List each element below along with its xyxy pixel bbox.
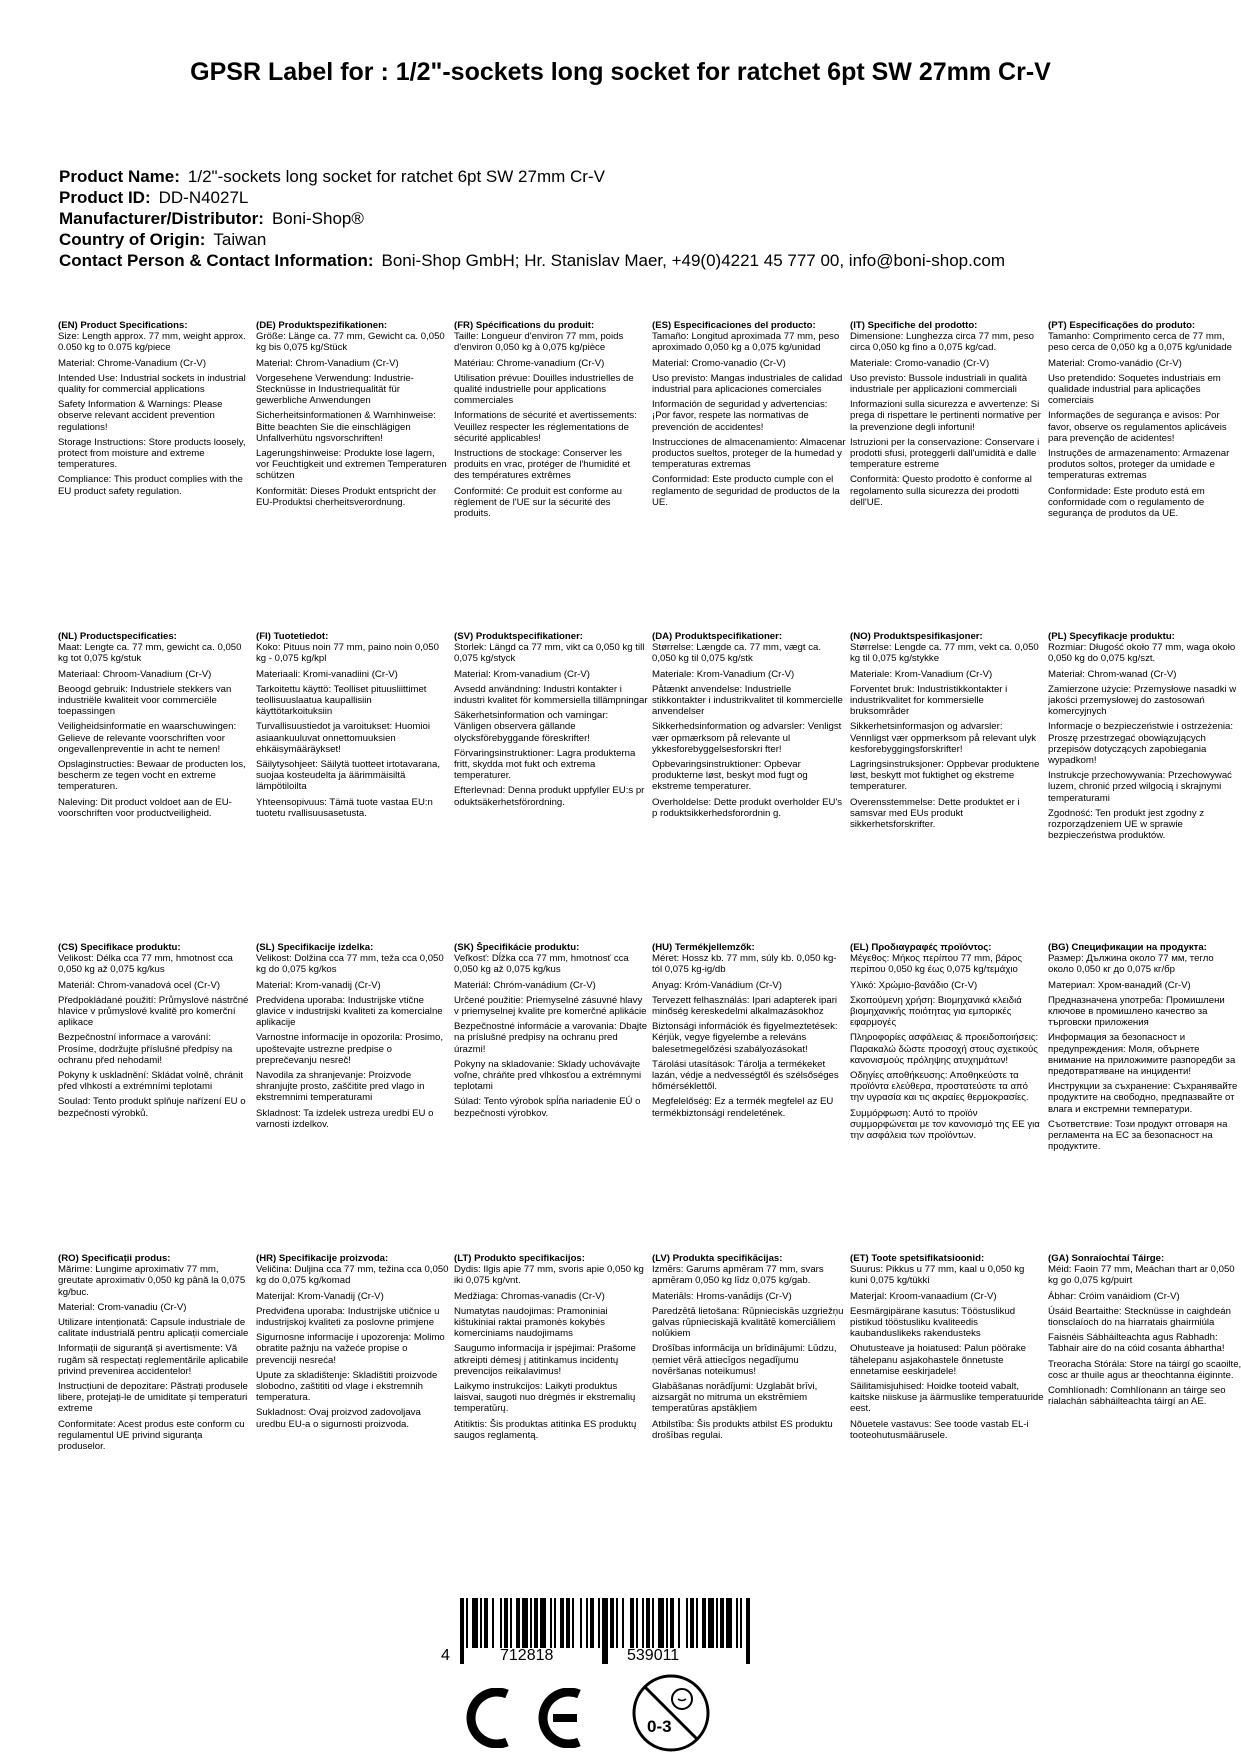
spec-section [850,1253,1048,1564]
spec-heading: (CS) Specifikace produktu: [58,942,181,953]
spec-item: Påtænkt anvendelse: Industrielle stikkontakter i industrikvalitet til kommercielle anvendelser [652,683,843,718]
spec-grid [58,320,1240,1565]
spec-section [58,631,256,942]
barcode-bar [492,1598,494,1648]
spec-item: Storage Instructions: Store products loosely, protect from moisture and extreme temperatures. [58,436,246,471]
spec-item: Materiaali: Kromi-vanadiini (Cr-V) [256,668,398,680]
spec-item: Storlek: Längd ca 77 mm, vikt ca 0,050 kg till 0,075 kg/styck [454,642,645,665]
info-label: Contact Person & Contact Information: [59,251,374,270]
barcode-bar [646,1598,650,1648]
spec-item: Información de seguridad y advertencias: ¡Por favor, respete las normativas de prevención de accidentes! [652,399,828,433]
barcode-bar [658,1598,664,1648]
barcode-bar [616,1598,618,1648]
spec-item: Utilisation prévue: Douilles industrielles de qualité industrielle pour applications commerciales [454,372,634,407]
spec-item: Предназначена употреба: Промишлени ключове в промишлено качество за търговски приложения [1048,994,1225,1029]
spec-item: Material: Krom-vanadij (Cr-V) [256,979,381,991]
spec-item: Conformité: Ce produit est conforme au règlement de l'UE sur la sécurité des produits. [454,485,622,520]
spec-item: Avsedd användning: Industri kontakter i industri kvalitet för kommersiella tillämpningar [454,683,648,707]
barcode-bar [610,1598,614,1648]
spec-item: Intended Use: Industrial sockets in industrial quality for commercial applications [58,372,246,396]
spec-section [454,1253,652,1564]
barcode-bar [522,1598,528,1648]
spec-item: Velikost: Dolžina cca 77 mm, teža cca 0,050 kg do 0,075 kg/kos [256,953,444,976]
barcode-bar [572,1598,574,1648]
spec-section [1048,631,1241,942]
spec-section [58,320,256,631]
spec-item: Koko: Pituus noin 77 mm, paino noin 0,050 kg - 0,075 kg/kpl [256,642,439,665]
barcode-bar [504,1598,508,1648]
spec-item: Numatytas naudojimas: Pramoniniai kištukiniai raktai pramonės kokybės komerciniams naudojimams [454,1305,608,1340]
spec-section [652,320,850,631]
spec-item: Material: Chrome-Vanadium (Cr-V) [58,357,207,369]
info-value: 1/2"-sockets long socket for ratchet 6pt SW 27mm Cr-V [187,167,605,186]
spec-item: Yhteensopivuus: Tämä tuote vastaa EU:n tuotetu rvallisuusasetusta. [256,796,433,819]
spec-item: Μέγεθος: Μήκος περίπου 77 mm, βάρος περίπου 0,050 kg έως 0,075 kg/τεμάχιο [850,953,1022,976]
spec-item: Conformità: Questo prodotto è conforme al regolamento sulla sicurezza dei prodotti dell'UE. [850,474,1032,508]
spec-item: Размер: Дължина около 77 мм, тегло около 0,050 кг до 0,075 кг/бр [1048,953,1214,976]
spec-section [256,942,454,1253]
spec-section [58,1253,256,1564]
spec-item: Lagringsinstruksjoner: Oppbevar produktene løst, beskytt mot fuktighet og ekstreme temperaturer. [850,759,1040,793]
spec-item: Conformitate: Acest produs este conform cu regulamentul UE privind siguranța produselor. [58,1418,245,1453]
spec-item: Sukladnost: Ovaj proizvod zadovoljava uredbu EU-a o sigurnosti proizvoda. [256,1407,421,1430]
spec-item: Informații de siguranță și avertismente: Vă rugăm să respectați reglementările aplicabile privind prevenirea accidentelor! [58,1343,249,1377]
spec-item: Instruções de armazenamento: Armazenar produtos soltos, proteger da umidade e temperaturas extremas [1048,448,1230,482]
spec-item: Biztonsági információk és figyelmeztetések: Kérjük, vegye figyelembe a releváns balesetmegelőzési szabályozásokat! [652,1021,838,1055]
barcode-digit-lead: 4 [441,1647,450,1664]
spec-item: Material: Crom-vanadiu (Cr-V) [58,1301,187,1313]
barcode-bar [726,1598,732,1648]
spec-item: Съответствие: Този продукт отговаря на регламента на ЕС за безопасност на продуктите. [1048,1118,1228,1153]
info-value: Boni-Shop® [271,209,364,228]
spec-item: Størrelse: Lengde ca. 77 mm, vekt ca. 0,050 kg til 0,075 kg/stykke [850,642,1039,665]
origin-row [59,229,1199,250]
spec-item: Drošības informācija un brīdinājumi: Lūdzu, ņemiet vērā attiecīgos negadījumu novēršanas noteikumus! [652,1343,837,1377]
spec-item: Compliance: This product complies with the EU product safety regulation. [58,474,243,497]
spec-item: Vorgesehene Verwendung: Industrie-Stecknüsse in Industriequalität für gewerbliche Anwendungen [256,372,414,407]
spec-item: Υλικό: Χρώμιο-βανάδιο (Cr-V) [850,979,978,991]
spec-item: Taille: Longueur d'environ 77 mm, poids d'environ 0,050 kg à 0,075 kg/pièce [454,331,624,354]
spec-section [652,942,850,1253]
spec-item: Pokyny k uskladnění: Skládat volně, chránit před vlhkostí a extrémními teplotami [58,1070,244,1093]
spec-item: Materjal: Kroom-vanaadium (Cr-V) [850,1290,997,1302]
barcode-bar [534,1598,538,1648]
spec-item: Sicherheitsinformationen & Warnhinweise: Bitte beachten Sie die einschlägigen Unfallverhütu ngsvorschriften! [256,410,436,444]
spec-item: Veličina: Duljina cca 77 mm, težina cca 0,050 kg do 0,075 kg/komad [256,1264,449,1287]
spec-item: Predviđena uporaba: Industrijske utičnice u industrijskoj kvaliteti za poslovne primjene [256,1305,440,1329]
spec-item: Förvaringsinstruktioner: Lagra produkterna fritt, skydda mot fukt och extrema temperaturer. [454,747,636,782]
spec-item: Méid: Faoin 77 mm, Meáchan thart ar 0,050 kg go 0,075 kg/puirt [1048,1264,1235,1287]
spec-item: Zgodność: Ten produkt jest zgodny z rozporządzeniem UE w sprawie bezpieczeństwa produktów. [1048,807,1205,842]
spec-item: Skladnost: Ta izdelek ustreza uredbi EU o varnosti izdelkov. [256,1107,434,1130]
age-warning-icon [630,1672,712,1754]
info-value: Taiwan [213,230,267,249]
spec-heading: (SK) Špecifikácie produktu: [454,942,580,953]
spec-section [256,320,454,631]
spec-item: Úsáid Beartaithe: Stecknüsse in caighdeán tionsclaíoch do na hiarratais ghairmiúla [1048,1305,1231,1329]
spec-item: Säilytysohjeet: Säilytä tuotteet irtotavarana, suojaa kosteudelta ja äärimmäisiltä lämpötiloilta [256,759,440,793]
spec-item: Materiale: Cromo-vanadio (Cr-V) [850,357,990,369]
barcode-bar [690,1598,694,1648]
spec-item: Maat: Lengte ca. 77 mm, gewicht ca. 0,050 kg tot 0,075 kg/stuk [58,642,242,665]
barcode-bar [740,1598,742,1648]
spec-item: Bezpečnostné informácie a varovania: Dbajte na príslušné predpisy na ochranu pred úrazmi! [454,1021,648,1055]
spec-item: Velikost: Délka cca 77 mm, hmotnost cca 0,050 kg až 0,075 kg/kus [58,953,233,976]
spec-item: Veľkosť: Dĺžka cca 77 mm, hmotnosť cca 0,050 kg až 0,075 kg/kus [454,953,629,976]
spec-item: Opbevaringsinstruktioner: Opbevar produkterne løst, beskyt mod fugt og ekstreme temperaturer. [652,759,808,793]
info-label: Product ID: [59,188,151,207]
spec-item: Säkerhetsinformation och varningar: Vänligen observera gällande olycksförebyggande föreskrifter! [454,710,609,744]
spec-item: Materiale: Krom-Vanadium (Cr-V) [850,668,993,680]
spec-item: Megfelelőség: Ez a termék megfelel az EU termékbiztonsági rendeletének. [652,1096,834,1119]
spec-item: Matériau: Chrome-vanadium (Cr-V) [454,357,605,369]
spec-section [454,942,652,1253]
spec-item: Saugumo informacija ir įspėjimai: Prašome atkreipti dėmesį į atitinkamus incidentų prevencijos reikalavimus! [454,1343,636,1377]
spec-heading: (SL) Specifikacije izdelka: [256,942,374,953]
barcode-bar [580,1598,582,1648]
info-label: Manufacturer/Distributor: [59,209,264,228]
spec-item: Určené použitie: Priemyselné zásuvné hlavy v priemyselnej kvalite pre komerčné aplikácie [454,994,647,1018]
spec-item: Atitiktis: Šis produktas atitinka ES produktų saugos reglamentą. [454,1418,637,1441]
spec-item: Upute za skladištenje: Skladištiti proizvode slobodno, zaštititi od vlage i ekstremnih temperatura. [256,1369,438,1404]
info-value: DD-N4027L [158,188,249,207]
ce-mark-icon [455,1688,595,1748]
spec-section [1048,320,1241,631]
spec-item: Předpokládané použití: Průmyslové nástrčné hlavice v průmyslové kvalitě pro komerční aplikace [58,994,249,1029]
spec-item: Laikymo instrukcijos: Laikyti produktus laisvai, saugoti nuo drėgmės ir ekstremalių temperatūrų. [454,1381,636,1415]
info-label: Country of Origin: [59,230,206,249]
spec-section [256,631,454,942]
spec-item: Instrucțiuni de depozitare: Păstrați produsele libere, protejați-le de umiditate și temperaturi extreme [58,1381,248,1415]
spec-item: Tervezett felhasználás: Ipari adapterek ipari minőség kereskedelmi alkalmazásokhoz [652,994,838,1018]
spec-item: Material: Krom-vanadium (Cr-V) [454,668,590,680]
spec-heading: (GA) Sonraíochtaí Táirge: [1048,1253,1165,1264]
spec-item: Instrukcje przechowywania: Przechowywać luzem, chronić przed wilgocią i skrajnymi temperaturami [1048,770,1232,804]
barcode-bar [630,1598,634,1648]
spec-heading: (IT) Specifiche del prodotto: [850,320,978,331]
barcode-bar [460,1598,464,1664]
spec-item: Instructions de stockage: Conserver les produits en vrac, protéger de l'humidité et des températures extrêmes [454,448,631,482]
barcode-bar [670,1598,674,1648]
spec-section [652,1253,850,1564]
spec-item: Tárolási utasítások: Tárolja a termékeket lazán, védje a nedvességtől és szélsőséges hőmérséklettől. [652,1058,839,1093]
spec-item: Material: Cromo-vanadio (Cr-V) [652,357,786,369]
spec-item: Mărime: Lungime aproximativ 77 mm, greutate aproximativ 0,050 kg până la 0,075 kg/buc. [58,1264,246,1298]
barcode-bar [652,1598,654,1648]
spec-section [652,631,850,942]
spec-heading: (BG) Спецификации на продукта: [1048,942,1207,953]
spec-heading: (RO) Specificații produs: [58,1253,171,1264]
spec-section [1048,1253,1241,1564]
barcode-bar [516,1598,520,1648]
spec-item: Eesmärgipärane kasutus: Tööstuslikud pistikud tööstusliku kvaliteedis kaubanduslikeks rakendusteks [850,1305,1016,1340]
barcode-bar [622,1598,624,1648]
spec-heading: (HU) Termékjellemzők: [652,942,755,953]
spec-item: Overensstemmelse: Dette produktet er i samsvar med EUs produkt sikkerhetsforskrifter. [850,796,1020,831]
spec-item: Uso previsto: Mangas industriales de calidad industrial para aplicaciones comerciales [652,372,843,396]
spec-item: Beoogd gebruik: Industriele stekkers van industriële kwaliteit voor commerciële toepassingen [58,683,232,718]
product-name-row [59,166,1199,187]
barcode-bar [472,1598,478,1648]
spec-item: Ábhar: Cróim vanáidiom (Cr-V) [1048,1290,1180,1302]
barcode-bar [586,1598,588,1648]
spec-heading: (DA) Produktspecifikationer: [652,631,783,642]
spec-item: Safety Information & Warnings: Please observe relevant accident prevention regulations! [58,399,223,433]
spec-item: Rozmiar: Długość około 77 mm, waga około 0,050 kg do 0,075 kg/szt. [1048,642,1236,665]
spec-item: Varnostne informacije in opozorila: Prosimo, upoštevajte ustrezne predpise o preprečevanju nesreč! [256,1032,443,1066]
spec-item: Navodila za shranjevanje: Proizvode shranjujte prosto, zaščitite pred vlago in ekstremnimi temperaturami [256,1070,425,1104]
spec-item: Size: Length approx. 77 mm, weight approx. 0.050 kg to 0.075 kg/piece [58,331,246,354]
barcode-bar [590,1598,594,1648]
spec-item: Materiale: Krom-Vanadium (Cr-V) [652,668,795,680]
barcode-bar [666,1598,668,1648]
barcode-bar [530,1598,532,1648]
spec-item: Méret: Hossz kb. 77 mm, súly kb. 0,050 kg-tól 0,075 kg-ig/db [652,953,837,976]
spec-item: Glabāšanas norādījumi: Uzglabāt brīvi, aizsargāt no mitruma un ekstrēmiem temperatūras apstākļiem [652,1381,818,1415]
spec-item: Conformidade: Este produto está em conformidade com o regulamento de segurança de produtos da UE. [1048,485,1205,520]
spec-item: Nõuetele vastavus: See toode vastab EL-i tooteohutusmäärusele. [850,1418,1029,1441]
barcode-bar [746,1598,750,1664]
spec-heading: (PL) Specyfikacje produktu: [1048,631,1175,642]
spec-heading: (SV) Produktspecifikationer: [454,631,584,642]
spec-item: Οδηγίες αποθήκευσης: Αποθηκεύστε τα προϊόντα ελεύθερα, προστατεύστε τα από την υγρασία και τις ακραίες θερμοκρασίες. [850,1070,1029,1104]
barcode-bar [480,1598,482,1648]
spec-item: Naleving: Dit product voldoet aan de EU-voorschriften voor productveiligheid. [58,796,232,819]
spec-item: Tarkoitettu käyttö: Teolliset pituusliittimet teollisuuslaatua kaupallisiin käyttötarkoituksiin [256,683,427,718]
spec-item: Predvidena uporaba: Industrijske vtične glavice v industrijski kvaliteti za komercialne aplikacije [256,994,443,1029]
spec-item: Informazioni sulla sicurezza e avvertenze: Si prega di rispettare le pertinenti normative per la prevenzione degli infortuni! [850,399,1041,433]
barcode-bar [466,1598,468,1648]
spec-item: Informations de sécurité et avertissements: Veuillez respecter les réglementations de sécurité applicables! [454,410,637,444]
spec-item: Material: Cromo-vanádio (Cr-V) [1048,357,1182,369]
spec-item: Инструкции за съхранение: Съхранявайте продуктите на свободно, предпазвайте от влага и екстремни температури. [1048,1081,1238,1115]
barcode-bar [566,1598,570,1648]
spec-heading: (HR) Specifikacije proizvoda: [256,1253,389,1264]
barcode-bar [686,1598,688,1648]
spec-section [850,631,1048,942]
barcode-bar [540,1598,546,1648]
spec-item: Lagerungshinweise: Produkte lose lagern, vor Feuchtigkeit und extremen Temperaturen schützen [256,448,447,482]
spec-section [58,942,256,1253]
info-value: Boni-Shop GmbH; Hr. Stanislav Maer, +49(0)4221 45 777 00, info@boni-shop.com [381,251,1005,270]
spec-item: Atbilstība: Šis produkts atbilst ES produktu drošības regulai. [652,1418,833,1441]
spec-item: Dydis: Ilgis apie 77 mm, svoris apie 0,050 kg iki 0,075 kg/vnt. [454,1264,644,1287]
spec-section [850,320,1048,631]
barcode-bar [696,1598,698,1648]
spec-heading: (FI) Tuotetiedot: [256,631,329,642]
spec-item: Konformität: Dieses Produkt entspricht der EU-Produktsi cherheitsverordnung. [256,485,437,508]
spec-heading: (LT) Produkto specifikacijos: [454,1253,585,1264]
spec-item: Materijal: Krom-Vanadij (Cr-V) [256,1290,384,1302]
barcode-bar [720,1598,724,1648]
spec-item: Comhlíonadh: Comhlíonann an táirge seo rialachán sábháilteachta táirgí an AE. [1048,1385,1226,1408]
spec-item: Pokyny na skladovanie: Sklady uchovávajte voľne, chráňte pred vlhkosťou a extrémnymi teplotami [454,1058,642,1093]
spec-item: Anyag: Króm-Vanádium (Cr-V) [652,979,782,991]
spec-item: Sikkerhedsinformation og advarsler: Venligst vær opmærksom på relevante ul ykkesforebyggelsesforskri fter! [652,721,842,755]
spec-item: Материал: Хром-ванадий (Cr-V) [1048,979,1191,991]
spec-item: Conformidad: Este producto cumple con el reglamento de seguridad de productos de la UE. [652,474,840,508]
spec-item: Paredzētā lietošana: Rūpnieciskās uzgriežņu galvas rūpnieciskajā kvalitātē komerciāliem nolūkiem [652,1305,844,1340]
barcode-bar [500,1598,502,1648]
barcode-bar [678,1598,680,1648]
spec-item: Istruzioni per la conservazione: Conservare i prodotti sfusi, proteggerli dall'umidità e dalle temperature estreme [850,436,1040,471]
spec-item: Größe: Länge ca. 77 mm, Gewicht ca. 0,050 kg bis 0,075 kg/Stück [256,331,445,354]
spec-item: Materiál: Chróm-vanádium (Cr-V) [454,979,596,991]
spec-item: Tamanho: Comprimento cerca de 77 mm, peso cerca de 0,050 kg a 0,075 kg/unidade [1048,331,1233,354]
barcode-bar [598,1598,600,1648]
spec-item: Bezpečnostní informace a varování: Prosíme, dodržujte příslušné předpisy na ochranu před nehodami! [58,1032,233,1066]
spec-heading: (ES) Especificaciones del producto: [652,320,816,331]
spec-section [850,942,1048,1253]
spec-section [256,1253,454,1564]
spec-item: Dimensione: Lunghezza circa 77 mm, peso circa 0,050 kg fino a 0,075 kg/cad. [850,331,1034,354]
spec-item: Uso pretendido: Soquetes industriais em qualidade industrial para aplicações comerciais [1048,372,1221,407]
barcode-bar [484,1598,488,1648]
spec-item: Material: Chrom-Vanadium (Cr-V) [256,357,399,369]
spec-item: Informacje o bezpieczeństwie i ostrzeżenia: Proszę przestrzegać obowiązujących przepisów dotyczących zapobiegania wypadkom! [1048,721,1234,767]
product-info [59,166,1199,271]
spec-item: Forventet bruk: Industristikkontakter i industrikvalitet for kommersielle bruksområder [850,683,1008,718]
spec-item: Ohutusteave ja hoiatused: Palun pöörake tähelepanu asjakohastele õnnetuste ennetamise eeskirjadele! [850,1343,1027,1377]
spec-item: Faisnéis Sábháilteachta agus Rabhadh: Tabhair aire do na cóid cosanta ábhartha! [1048,1332,1225,1355]
spec-heading: (EL) Προδιαγραφές προϊόντος: [850,942,992,953]
spec-item: Suurus: Pikkus u 77 mm, kaal u 0,050 kg kuni 0,075 kg/tükki [850,1264,1025,1287]
spec-item: Instrucciones de almacenamiento: Almacenar productos sueltos, proteger de la humedad y temperaturas extremas [652,436,846,471]
barcode-bar [708,1598,714,1648]
spec-item: Utilizare intenționată: Capsule industriale de calitate industrială pentru aplicații comerciale [58,1317,249,1340]
page-title: GPSR Label for : 1/2"-sockets long socket for ratchet 6pt SW 27mm Cr-V [190,58,1051,86]
barcode-bar [642,1598,644,1648]
spec-item: Súlad: Tento výrobok spĺňa nariadenie EÚ o bezpečnosti výrobkov. [454,1096,641,1119]
spec-item: Συμμόρφωση: Αυτό το προϊόν συμμορφώνεται με τον κανονισμό της ΕΕ για την ασφάλεια των προϊόντων. [850,1107,1040,1142]
spec-item: Zamierzone użycie: Przemysłowe nasadki w jakości przemysłowej do zastosowań komercyjnych [1048,683,1237,718]
barcode-bar [510,1598,512,1648]
spec-item: Tamaño: Longitud aproximada 77 mm, peso aproximado 0,050 kg a 0,075 kg/unidad [652,331,840,354]
spec-heading: (ET) Toote spetsifikatsioonid: [850,1253,985,1264]
spec-item: Materiaal: Chroom-Vanadium (Cr-V) [58,668,212,680]
spec-item: Turvallisuustiedot ja varoitukset: Huomioi asiaankuuluvat onnettomuuksien ehkäisymääräykset! [256,721,431,755]
spec-item: Størrelse: Længde ca. 77 mm, vægt ca. 0,050 kg til 0,075 kg/stk [652,642,822,665]
spec-heading: (NO) Produktspesifikasjoner: [850,631,983,642]
barcode [440,1598,770,1668]
spec-item: Πληροφορίες ασφάλειας & προειδοποιήσεις: Παρακαλώ δώστε προσοχή στους σχετικούς κανονισμούς πρόληψης ατυχημάτων! [850,1032,1039,1066]
spec-heading: (FR) Spécifications du produit: [454,320,595,331]
barcode-digits-left: 712818 [500,1647,554,1664]
spec-heading: (EN) Product Specifications: [58,320,188,331]
spec-section [454,320,652,631]
spec-item: Treoracha Stórála: Store na táirgí go scaoilte, cosc ar thuile agus ar theochtanna éiginnte. [1048,1358,1241,1381]
spec-section [454,631,652,942]
spec-item: Säilitamisjuhised: Hoidke tooteid vabalt, kaitske niiskuse ja äärmuslike temperatuuride eest. [850,1381,1044,1415]
spec-item: Materiál: Chrom-vanadová ocel (Cr-V) [58,979,221,991]
barcode-bar [550,1598,552,1648]
barcode-bar [716,1598,718,1648]
spec-item: Soulad: Tento produkt splňuje nařízení EU o bezpečnosti výrobků. [58,1096,246,1119]
manufacturer-row [59,208,1199,229]
barcode-digits-right: 539011 [627,1647,680,1664]
spec-item: Materiāls: Hroms-vanādijs (Cr-V) [652,1290,792,1302]
spec-item: Izmērs: Garums apmēram 77 mm, svars apmēram 0,050 kg līdz 0,075 kg/gab. [652,1264,824,1287]
spec-item: Materiał: Chrom-wanad (Cr-V) [1048,668,1177,680]
age-label: 0-3 [647,1717,672,1736]
spec-item: Efterlevnad: Denna produkt uppfyller EU:s pr oduktsäkerhetsförordning. [454,785,645,808]
spec-heading: (PT) Especificações do produto: [1048,320,1196,331]
barcode-bar [554,1598,556,1648]
barcode-bar [702,1598,706,1648]
spec-item: Sigurnosne informacije i upozorenja: Molimo obratite pažnju na važeće propise o prevenciji nesreća! [256,1332,445,1366]
spec-item: Medžiaga: Chromas-vanadis (Cr-V) [454,1290,605,1302]
spec-item: Informações de segurança e avisos: Por favor, observe os regulamentos aplicáveis para prevenção de acidentes! [1048,410,1227,444]
barcode-bar [602,1598,608,1664]
spec-heading: (NL) Productspecificaties: [58,631,177,642]
barcode-bar [560,1598,564,1648]
contact-row [59,250,1199,271]
spec-heading: (LV) Produkta specifikācijas: [652,1253,783,1264]
barcode-bar [736,1598,738,1648]
spec-item: Sikkerhetsinformasjon og advarsler: Vennligst vær oppmerksom på relevant ulyk kesforebyggingsforskrifter! [850,721,1037,755]
spec-section [1048,942,1241,1253]
spec-item: Σκοπούμενη χρήση: Βιομηχανικά κλειδιά βιομηχανικής ποιότητας για εμπορικές εφαρμογές [850,994,1022,1029]
spec-item: Информация за безопасност и предупреждения: Моля, обърнете внимание на приложимите разпоредби за предотвратяване на инциденти! [1048,1032,1236,1078]
spec-item: Opslaginstructies: Bewaar de producten los, bescherm ze tegen vocht en extreme temperaturen. [58,759,246,793]
barcode-bar [636,1598,638,1648]
info-label: Product Name: [59,167,180,186]
product-id-row [59,187,1199,208]
spec-item: Veiligheidsinformatie en waarschuwingen: Gelieve de relevante voorschriften voor ongevallenpreventie in acht te nemen! [58,721,237,755]
spec-item: Overholdelse: Dette produkt overholder EU's p roduktsikkerhedsforordnin g. [652,796,843,819]
spec-heading: (DE) Produktspezifikationen: [256,320,388,331]
spec-item: Uso previsto: Bussole industriali in qualità industriale per applicazioni commerciali [850,372,1028,396]
